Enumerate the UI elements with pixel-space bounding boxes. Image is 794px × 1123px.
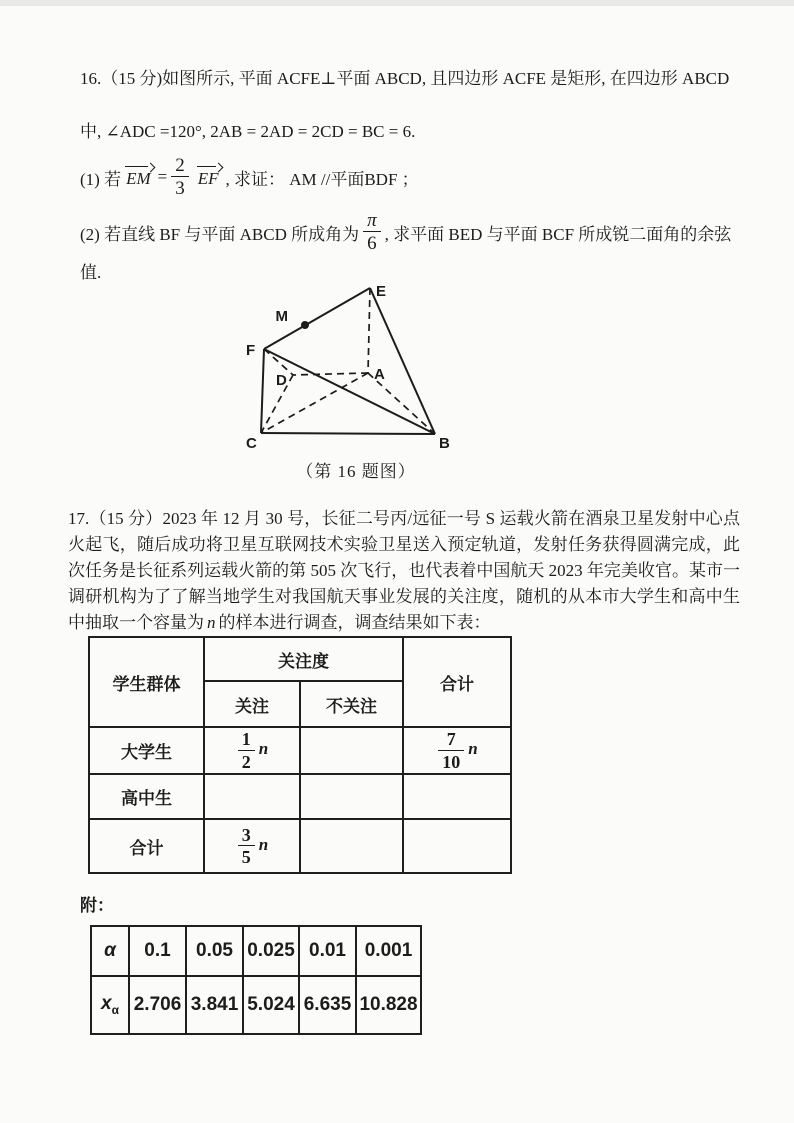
t1-header-attentive: 关注 — [204, 681, 300, 727]
q17-sample-size-var: n — [207, 613, 216, 632]
t2-alpha-value: 0.1 — [129, 926, 186, 976]
fraction-one-half — [238, 730, 255, 771]
vertex-label-A: A — [374, 366, 385, 383]
vector-EM: EM — [124, 165, 155, 189]
q16-p1-prefix: (1) 若 — [80, 169, 122, 189]
fraction-numerator: 1 — [241, 729, 251, 750]
t1-header-row-1 — [89, 637, 511, 681]
question-17 — [68, 506, 740, 636]
vertex-label-M: M — [275, 308, 288, 325]
q17-text-after-n: 的样本进行调查，调查结果如下表： — [218, 613, 491, 632]
t2-alpha-value: 0.025 — [243, 926, 299, 976]
fraction-numerator: 2 — [175, 155, 185, 176]
t1-college-attentive-cell — [204, 727, 300, 774]
vertex-label-C: C — [246, 435, 257, 452]
t1-highschool-total-cell — [403, 774, 511, 819]
q16-stem-line-1: 16.（15 分)如图所示, 平面 ACFE⊥平面 ABCD, 且四边形 ACFE 是矩形, 在四边形 ABCD — [80, 69, 730, 88]
edge-AD — [293, 373, 368, 375]
t2-critical-value: 5.024 — [243, 976, 299, 1034]
sample-var-n: n — [258, 739, 269, 759]
t1-highschool-not-attentive-cell — [300, 774, 403, 819]
t1-total-attentive-cell — [204, 819, 300, 873]
fraction-denominator: 5 — [238, 845, 255, 866]
survey-table — [88, 636, 512, 874]
q16-p1-suffix: , 求证： AM //平面BDF ； — [225, 169, 419, 189]
t1-highschool-attentive-cell — [204, 774, 300, 819]
figure-16 — [236, 272, 476, 459]
t2-critical-value: 6.635 — [299, 976, 356, 1034]
fraction-denominator: 6 — [363, 231, 381, 253]
point-M-dot — [301, 321, 309, 329]
edge-CF — [261, 349, 264, 433]
critical-value-table — [90, 925, 422, 1035]
t2-critical-value: 2.706 — [129, 976, 186, 1034]
fraction-pi-sixth — [363, 211, 381, 254]
sample-var-n: n — [468, 739, 478, 759]
alpha-symbol: α — [104, 940, 116, 961]
geometry-diagram — [236, 272, 476, 454]
t1-total-total-cell — [403, 819, 511, 873]
t2-alpha-value: 0.001 — [356, 926, 421, 976]
edge-EA — [368, 288, 370, 373]
vertex-label-B: B — [439, 435, 450, 452]
q16-stem-line-2: 中, ∠ADC =120°, 2AB = 2AD = 2CD = BC = 6. — [80, 122, 416, 141]
t1-header-attention: 关注度 — [204, 637, 403, 681]
vertex-label-F: F — [246, 342, 256, 359]
t2-alpha-header — [91, 926, 129, 976]
edge-BC — [261, 433, 435, 434]
t1-total-label: 合计 — [89, 819, 204, 873]
t2-x-alpha-header — [91, 976, 129, 1034]
vertex-label-D: D — [276, 372, 287, 389]
fraction-denominator: 10 — [438, 750, 464, 771]
fraction-two-thirds — [171, 156, 189, 199]
vector-EF: EF — [196, 165, 223, 189]
figure-16-caption: （第 16 题图） — [296, 462, 416, 481]
q16-p1-equals: = — [157, 167, 168, 187]
q16-p2-prefix: (2) 若直线 BF 与平面 ABCD 所成角为 — [80, 224, 360, 244]
appendix-label: 附： — [80, 896, 114, 915]
fraction-numerator: π — [367, 209, 377, 231]
fraction-seven-tenths — [438, 730, 464, 771]
scan-artifact-band — [0, 0, 794, 6]
t2-critical-value: 10.828 — [356, 976, 421, 1034]
t2-alpha-row — [91, 926, 421, 976]
t1-college-total-cell — [403, 727, 511, 774]
edge-EB — [370, 288, 435, 434]
q17-text-before-n: 17.（15 分）2023 年 12 月 30 号，长征二号丙/远征一号 S 运载火箭在酒泉卫星发射中心点火起飞，随后成功将卫星互联网技术实验卫星送入预定轨道，发射任务获得圆满完成，此次任务是长征系列运载火箭的第 505 次飞行，也代表着中国航天 2023 年完美收官。某市一调研机构为了了解当地学生对我国航天事业发展的关注度，随机的从本市大学生和高中生中抽取一个容量为 — [68, 509, 740, 632]
edge-FB — [264, 349, 435, 434]
t1-total-not-attentive-cell — [300, 819, 403, 873]
alpha-subscript: α — [111, 1002, 119, 1017]
fraction-denominator: 3 — [171, 176, 189, 198]
t1-college-label: 大学生 — [89, 727, 204, 774]
t2-critical-value: 3.841 — [186, 976, 243, 1034]
q16-part-1 — [80, 156, 740, 199]
t1-header-total: 合计 — [403, 637, 511, 727]
t1-header-student-group: 学生群体 — [89, 637, 204, 727]
t1-highschool-label: 高中生 — [89, 774, 204, 819]
q16-p2-suffix: , 求平面 BED 与平面 BCF 所成锐二面角的余弦 — [384, 224, 732, 244]
sample-var-n: n — [258, 834, 269, 854]
vertex-label-E: E — [376, 283, 387, 300]
q16-part-2-continuation: 值. — [80, 262, 102, 282]
fraction-denominator: 2 — [238, 750, 255, 771]
t1-college-not-attentive-cell — [300, 727, 403, 774]
t2-critical-row — [91, 976, 421, 1034]
t1-row-total — [89, 819, 511, 873]
t1-row-college — [89, 727, 511, 774]
fraction-numerator: 7 — [446, 729, 456, 750]
fraction-numerator: 3 — [241, 824, 251, 845]
t2-alpha-value: 0.01 — [299, 926, 356, 976]
t2-alpha-value: 0.05 — [186, 926, 243, 976]
t1-header-not-attentive: 不关注 — [300, 681, 403, 727]
t1-row-highschool — [89, 774, 511, 819]
x-symbol: x — [101, 993, 112, 1015]
q16-part-2 — [80, 211, 740, 254]
fraction-three-fifths — [238, 826, 255, 867]
question-16 — [80, 64, 740, 283]
